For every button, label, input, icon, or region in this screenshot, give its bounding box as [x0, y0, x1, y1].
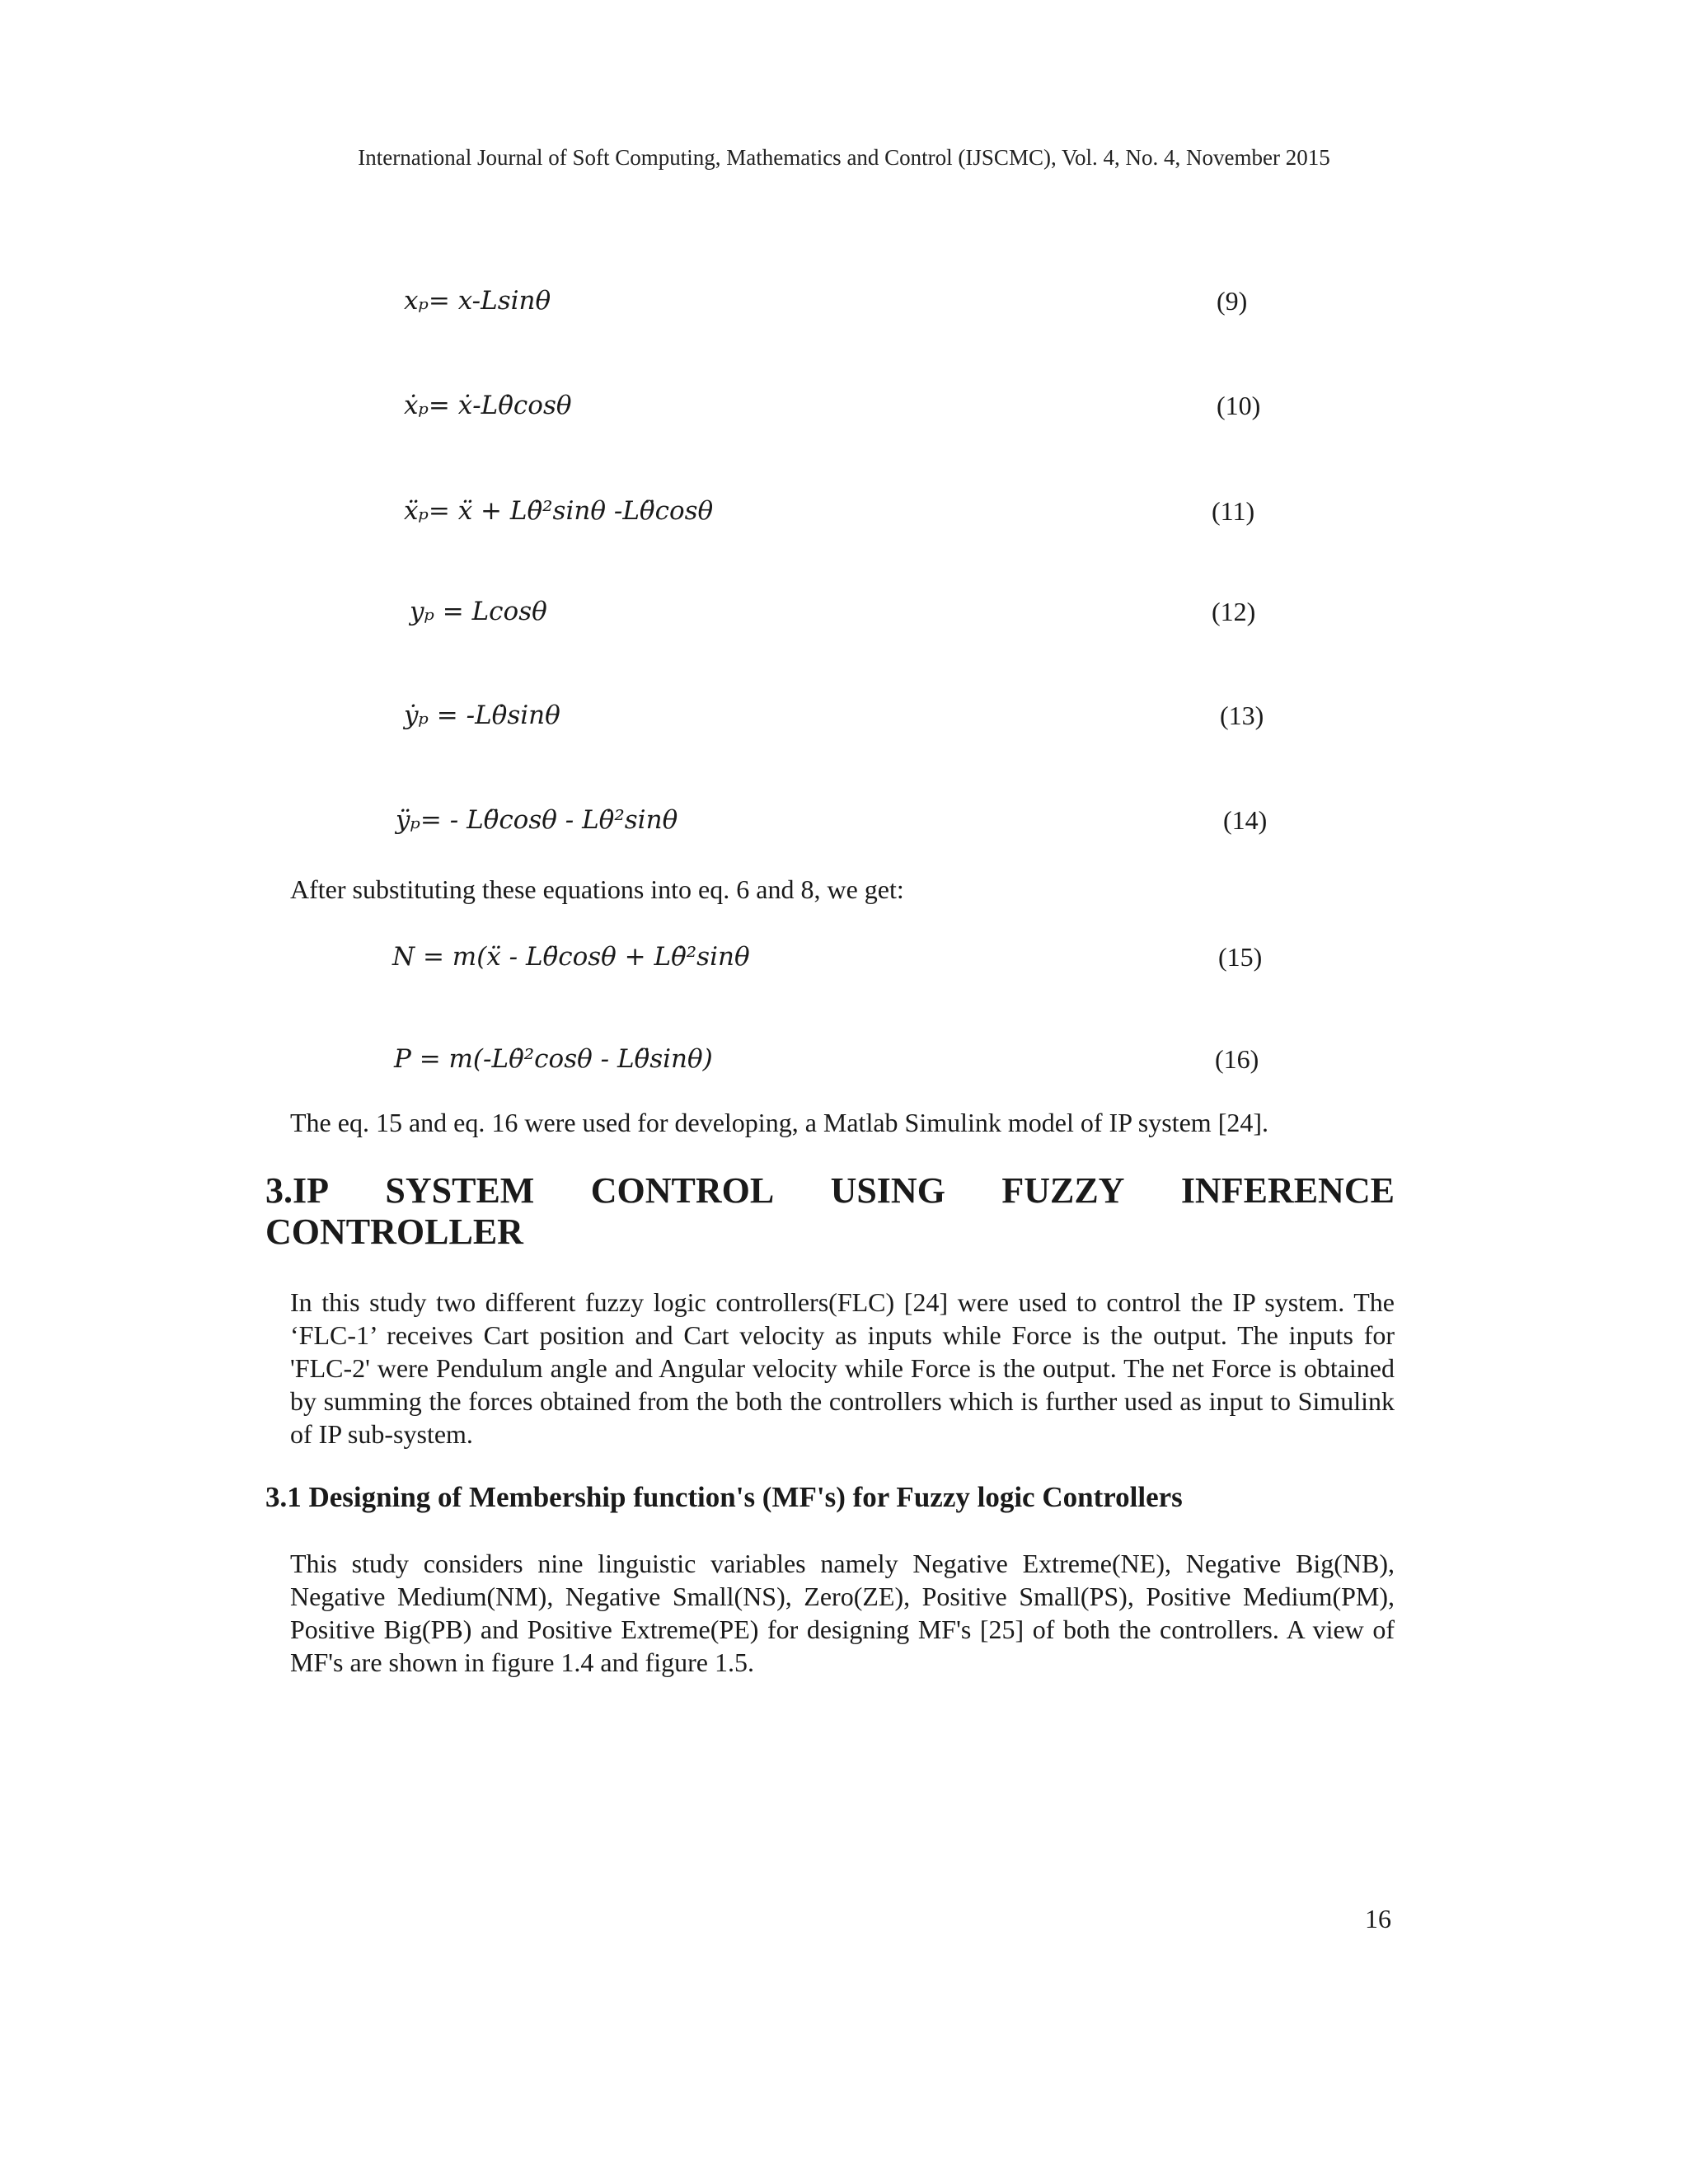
equation-10: ẋₚ= ẋ-Lθ̇cosθ	[404, 391, 572, 420]
equation-number-14: (14)	[1223, 805, 1268, 835]
equation-number-15: (15)	[1218, 942, 1263, 972]
equation-number-11: (11)	[1212, 496, 1255, 526]
running-header: International Journal of Soft Computing, Mathematics and Control (IJSCMC), Vol. 4, No. 4, November 2015	[358, 145, 1330, 170]
equation-12: yₚ = Lcosθ	[410, 597, 547, 626]
section-3-word: 3.IP	[265, 1170, 329, 1211]
equation-number-10: (10)	[1217, 391, 1261, 420]
text-eq-used: The eq. 15 and eq. 16 were used for developing, a Matlab Simulink model of IP system [24].	[290, 1108, 1268, 1137]
equation-11: ẍₚ= ẍ + Lθ̇²sinθ -Lθ̈cosθ	[404, 496, 714, 526]
equation-16: P = m(-Lθ̇²cosθ - Lθ̈sinθ)	[394, 1044, 713, 1074]
section-3-heading-line2: CONTROLLER	[265, 1212, 523, 1252]
equation-number-9: (9)	[1217, 286, 1248, 316]
section-3-word: FUZZY	[1001, 1170, 1125, 1211]
section-3-word: CONTROL	[590, 1170, 775, 1211]
section-3-word: INFERENCE	[1180, 1170, 1395, 1211]
equation-number-12: (12)	[1212, 597, 1256, 626]
equation-14: ÿₚ= - Lθ̈cosθ - Lθ̇²sinθ	[396, 805, 678, 835]
section-3-word: SYSTEM	[385, 1170, 535, 1211]
page-number: 16	[1365, 1904, 1391, 1933]
section-3-word: USING	[830, 1170, 945, 1211]
paragraph-flc: In this study two different fuzzy logic controllers(FLC) [24] were used to control the IP system. The ‘FLC-1’ receives Cart position and Cart velocity as inputs while Force is the output. The inputs for 'FLC-2' were Pendulum angle and Angular velocity while Force is the output. The net Force is obtained by summing the forces obtained from the both the controllers which is further used as input to Simulink of IP sub-system.	[290, 1287, 1395, 1449]
section-3-heading	[265, 1170, 1395, 1253]
equation-number-16: (16)	[1215, 1044, 1259, 1074]
equation-9: xₚ= x-Lsinθ	[404, 286, 551, 316]
equation-15: N = m(ẍ - Lθ̈cosθ + Lθ̇²sinθ	[392, 942, 750, 972]
paragraph-membership: This study considers nine linguistic variables namely Negative Extreme(NE), Negative Big(NB), Negative Medium(NM), Negative Small(NS), Zero(ZE), Positive Small(PS), Positive Medium(PM), Positive Big(PB) and Positive Extreme(PE) for designing MF's [25] of both the controllers. A view of MF's are shown in figure 1.4 and figure 1.5.	[290, 1549, 1395, 1677]
text-after-substituting: After substituting these equations into eq. 6 and 8, we get:	[290, 874, 904, 904]
equation-13: ẏₚ = -Lθ̇sinθ	[404, 701, 560, 730]
section-3-1-heading: 3.1 Designing of Membership function's (MF's) for Fuzzy logic Controllers	[265, 1481, 1183, 1513]
equation-number-13: (13)	[1220, 701, 1264, 730]
